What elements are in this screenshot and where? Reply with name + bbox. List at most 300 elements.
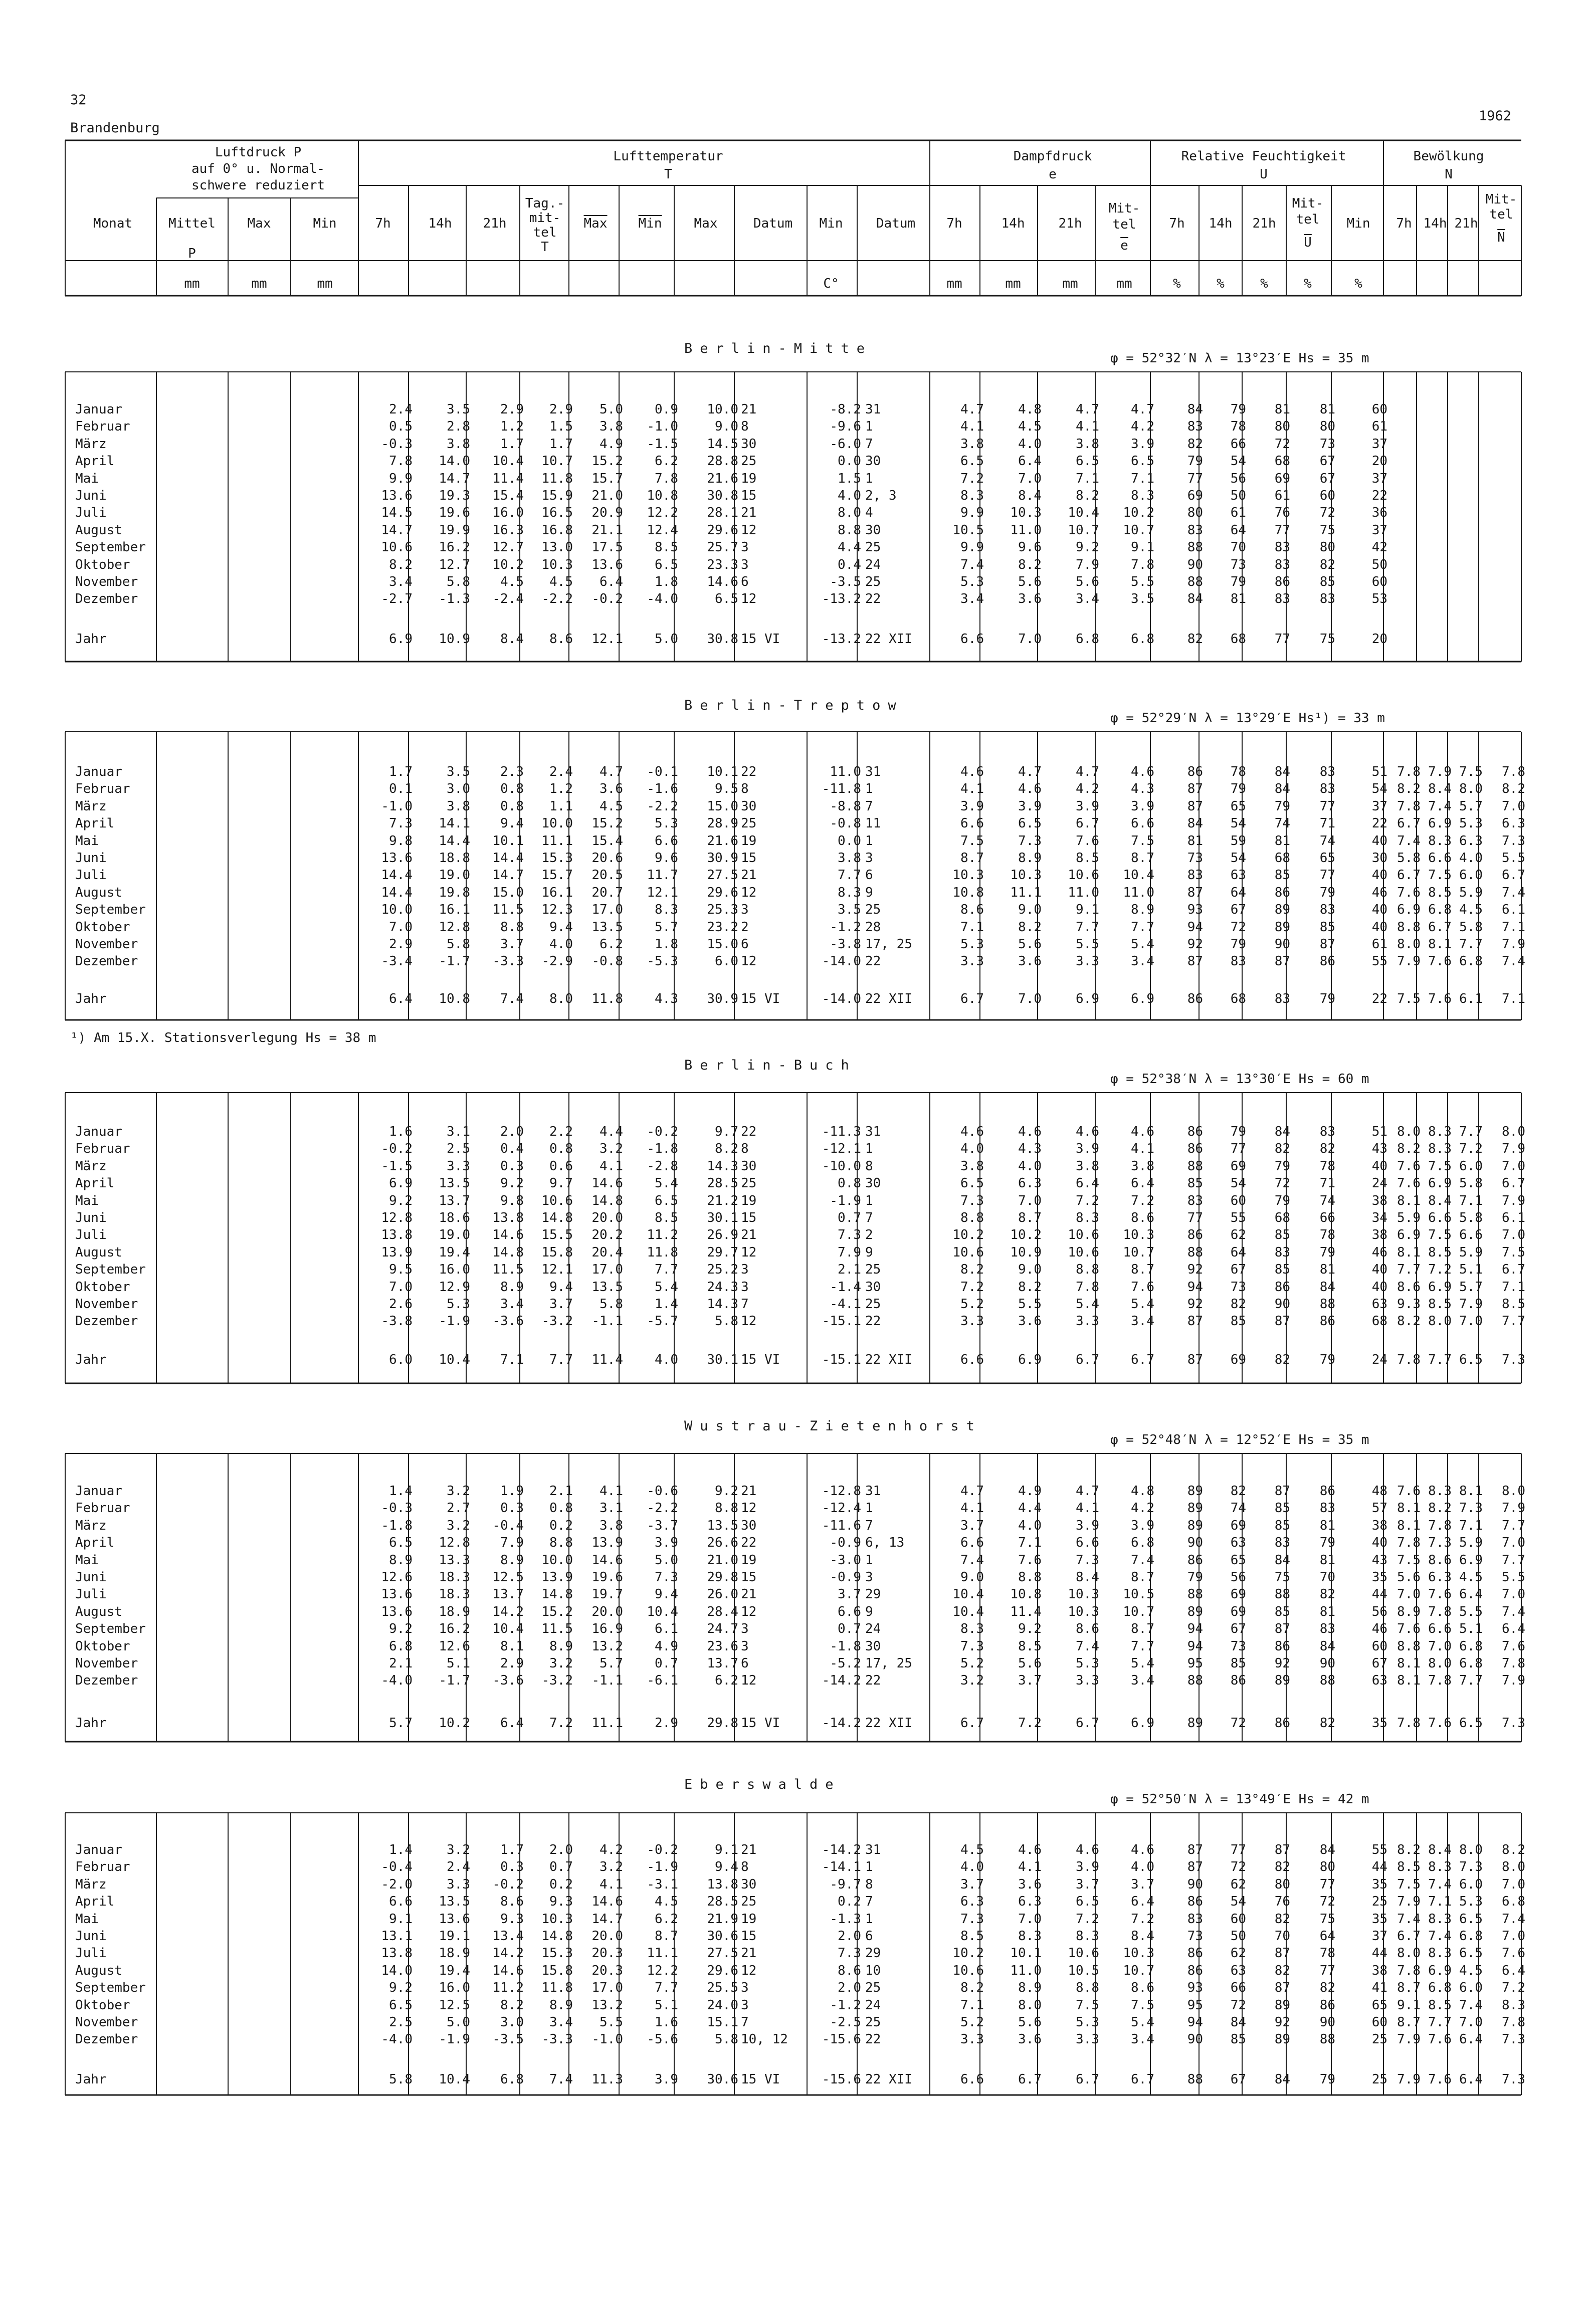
table-cell: 9.5 xyxy=(715,781,738,797)
table-cell: 59 xyxy=(1230,833,1246,849)
table-cell: 2 xyxy=(741,919,749,935)
table-cell: 7.8 xyxy=(1131,557,1154,572)
table-cell: 21 xyxy=(741,868,757,883)
table-cell: 57 xyxy=(1371,1501,1387,1516)
table-cell: 7.3 xyxy=(1502,1352,1525,1367)
table-cell: 11.1 xyxy=(591,1716,623,1731)
table-cell: 6.6 xyxy=(655,833,678,849)
table-cell: -14.1 xyxy=(822,1859,861,1875)
table-cell: 4.6 xyxy=(1018,781,1042,797)
table-cell: 3 xyxy=(865,851,873,866)
table-cell: 14.2 xyxy=(492,1946,524,1961)
table-cell: 86 xyxy=(1230,1673,1246,1689)
table-cell: 30.9 xyxy=(707,851,738,866)
table-cell: 9.1 xyxy=(1076,902,1099,918)
table-cell: 12 xyxy=(741,954,757,969)
table-cell: 4.2 xyxy=(1131,1501,1154,1516)
table-cell: 17, 25 xyxy=(865,1656,912,1671)
table-cell: 4.0 xyxy=(960,1859,984,1875)
table-cell: 25 xyxy=(865,902,881,918)
table-cell: 7.5 xyxy=(1459,764,1483,779)
table-cell: 9.4 xyxy=(549,1279,573,1295)
table-cell: 5.7 xyxy=(655,919,678,935)
table-cell: 89 xyxy=(1274,1673,1290,1689)
footnote: ¹) Am 15.X. Stationsverlegung Hs = 38 m xyxy=(70,1030,376,1045)
table-cell: 20.9 xyxy=(591,505,623,521)
table-cell: 19 xyxy=(741,471,757,486)
table-cell: 15.7 xyxy=(591,471,623,486)
table-cell: 8.3 xyxy=(1428,1859,1452,1875)
col-cloud-mean-1: Mit- xyxy=(1485,192,1517,207)
table-cell: 7.1 xyxy=(1428,1894,1452,1910)
table-cell: 4.1 xyxy=(960,419,984,435)
table-cell: 7.4 xyxy=(960,1552,984,1568)
table-cell: 2 xyxy=(865,1227,873,1243)
table-cell: -1.7 xyxy=(439,954,470,969)
table-cell: 82 xyxy=(1274,1352,1290,1367)
page-region: Brandenburg xyxy=(70,120,160,136)
table-cell: 75 xyxy=(1274,1570,1290,1585)
table-cell: 5.2 xyxy=(960,1297,984,1312)
table-cell: 8.2 xyxy=(1076,488,1099,503)
table-cell: 7.3 xyxy=(1502,2032,1525,2047)
table-cell: 25 xyxy=(741,816,757,831)
table-cell: 22 xyxy=(1371,991,1387,1006)
table-cell: 87 xyxy=(1274,1484,1290,1499)
table-cell: 6.9 xyxy=(1076,991,1099,1006)
table-cell: 67 xyxy=(1319,454,1335,469)
table-cell: 7.4 xyxy=(1397,1911,1421,1927)
table-cell: 83 xyxy=(1274,557,1290,572)
table-cell: 37 xyxy=(1371,471,1387,486)
table-cell: 86 xyxy=(1187,1963,1203,1978)
table-cell: 4.5 xyxy=(655,1894,678,1910)
table-cell: 81 xyxy=(1230,591,1246,607)
table-cell: 15.2 xyxy=(591,454,623,469)
table-cell: 12 xyxy=(741,1604,757,1619)
table-cell: 15.0 xyxy=(707,798,738,814)
year-label: Jahr xyxy=(75,1716,107,1731)
table-cell: 25 xyxy=(1371,1894,1387,1910)
table-cell: -0.9 xyxy=(830,1570,861,1585)
table-cell: 19.4 xyxy=(439,1963,470,1978)
table-cell: 7.0 xyxy=(1018,1911,1042,1927)
table-cell: 69 xyxy=(1230,1518,1246,1533)
unit-humidity-14h: % xyxy=(1217,276,1225,291)
table-cell: 8 xyxy=(741,419,749,435)
table-cell: 6.6 xyxy=(1428,1621,1452,1637)
table-cell: 31 xyxy=(865,402,881,417)
table-cell: 8.7 xyxy=(655,1929,678,1944)
table-cell: 3 xyxy=(865,1570,873,1585)
table-cell: 30 xyxy=(865,1638,881,1654)
table-cell: 86 xyxy=(1187,764,1203,779)
month-label: März xyxy=(75,1518,107,1533)
table-cell: 3.3 xyxy=(1076,1673,1099,1689)
table-cell: 7.8 xyxy=(1397,1352,1421,1367)
table-cell: 4.5 xyxy=(549,574,573,589)
table-cell: 8.2 xyxy=(715,1141,738,1157)
table-cell: 9.1 xyxy=(1397,1997,1421,2013)
table-cell: 8.3 xyxy=(1428,1124,1452,1139)
table-cell: 7.2 xyxy=(1502,1980,1525,1996)
table-cell: 11.4 xyxy=(1010,1604,1042,1619)
table-cell: 21.2 xyxy=(707,1193,738,1208)
table-cell: 89 xyxy=(1274,919,1290,935)
table-cell: 72 xyxy=(1230,1716,1246,1731)
group-humidity-symbol: U xyxy=(1260,167,1268,182)
table-cell: 88 xyxy=(1187,1244,1203,1260)
table-cell: 7.0 xyxy=(1018,991,1042,1006)
table-cell: 17.0 xyxy=(591,1980,623,1996)
table-cell: 10.6 xyxy=(381,540,413,555)
table-cell: 10.2 xyxy=(952,1227,984,1243)
col-temp-max-date: Datum xyxy=(753,216,793,231)
table-cell: 7.2 xyxy=(1076,1911,1099,1927)
table-cell: 6.8 xyxy=(1131,632,1154,647)
table-cell: 5.3 xyxy=(1076,2015,1099,2030)
table-cell: 8.3 xyxy=(838,885,861,900)
table-cell: 85 xyxy=(1230,2032,1246,2047)
table-cell: 11.0 xyxy=(830,764,861,779)
table-cell: -2.9 xyxy=(541,954,573,969)
table-cell: 7.3 xyxy=(838,1946,861,1961)
table-cell: 6.0 xyxy=(1459,1876,1483,1892)
table-cell: 9 xyxy=(865,1604,873,1619)
table-cell: 8.4 xyxy=(500,632,524,647)
table-cell: 83 xyxy=(1319,764,1335,779)
month-label: Juni xyxy=(75,851,107,866)
table-cell: 8.3 xyxy=(1428,1946,1452,1961)
table-cell: 3.2 xyxy=(600,1141,623,1157)
table-cell: 7.7 xyxy=(1131,1638,1154,1654)
table-cell: 8.3 xyxy=(960,1621,984,1637)
table-cell: 86 xyxy=(1274,574,1290,589)
table-cell: 83 xyxy=(1187,1193,1203,1208)
table-cell: 68 xyxy=(1274,851,1290,866)
table-cell: 4.5 xyxy=(1459,1570,1483,1585)
table-cell: 12.8 xyxy=(439,919,470,935)
table-cell: 5.0 xyxy=(655,632,678,647)
table-cell: 4.9 xyxy=(655,1638,678,1654)
table-cell: 8.1 xyxy=(1397,1518,1421,1533)
table-cell: 3.4 xyxy=(960,591,984,607)
table-cell: 14.1 xyxy=(439,816,470,831)
table-cell: 7.9 xyxy=(1502,1193,1525,1208)
table-cell: 71 xyxy=(1319,1176,1335,1191)
table-cell: 25 xyxy=(1371,2032,1387,2047)
table-cell: 93 xyxy=(1187,1980,1203,1996)
table-cell: 7.8 xyxy=(1397,798,1421,814)
month-label: April xyxy=(75,1894,115,1910)
table-cell: 8.7 xyxy=(1131,1262,1154,1278)
table-cell: 7.9 xyxy=(1428,764,1452,779)
table-cell: 82 xyxy=(1274,1911,1290,1927)
table-cell: 15 xyxy=(741,1570,757,1585)
table-cell: 78 xyxy=(1319,1946,1335,1961)
table-cell: 15.8 xyxy=(541,1244,573,1260)
table-cell: 6.5 xyxy=(1076,1894,1099,1910)
table-cell: 15.9 xyxy=(541,488,573,503)
table-cell: 7.9 xyxy=(1397,2032,1421,2047)
table-cell: 15.2 xyxy=(591,816,623,831)
table-cell: 8.0 xyxy=(1397,937,1421,952)
table-cell: 30.8 xyxy=(707,632,738,647)
table-cell: 7.2 xyxy=(1131,1193,1154,1208)
table-cell: 3.4 xyxy=(1131,954,1154,969)
table-cell: -1.0 xyxy=(381,798,413,814)
table-cell: -3.2 xyxy=(541,1314,573,1329)
table-cell: 2.7 xyxy=(447,1501,470,1516)
table-cell: 8.6 xyxy=(1076,1621,1099,1637)
table-cell: 30 xyxy=(865,1176,881,1191)
table-cell: 8.1 xyxy=(1397,1501,1421,1516)
table-cell: 11.5 xyxy=(541,1621,573,1637)
table-cell: 10.1 xyxy=(1010,1946,1042,1961)
table-cell: 14.3 xyxy=(707,1297,738,1312)
table-cell: 8.4 xyxy=(1428,781,1452,797)
table-cell: 6.5 xyxy=(1131,454,1154,469)
year-label: Jahr xyxy=(75,632,107,647)
table-cell: 84 xyxy=(1187,591,1203,607)
table-cell: 60 xyxy=(1319,488,1335,503)
table-cell: 54 xyxy=(1230,816,1246,831)
table-cell: 19 xyxy=(741,1193,757,1208)
table-cell: -1.2 xyxy=(830,1997,861,2013)
table-cell: 5.6 xyxy=(1018,1656,1042,1671)
table-cell: 12.7 xyxy=(439,557,470,572)
table-cell: 7.6 xyxy=(1428,2032,1452,2047)
table-cell: 6.2 xyxy=(655,1911,678,1927)
table-cell: 92 xyxy=(1187,1262,1203,1278)
table-cell: 22 xyxy=(865,591,881,607)
table-cell: 5.1 xyxy=(1459,1262,1483,1278)
table-cell: 79 xyxy=(1319,1244,1335,1260)
table-cell: 3.6 xyxy=(1018,1314,1042,1329)
table-cell: 88 xyxy=(1187,1587,1203,1602)
table-cell: 16.9 xyxy=(591,1621,623,1637)
table-cell: 72 xyxy=(1230,1997,1246,2013)
table-cell: 6.4 xyxy=(1502,1963,1525,1978)
table-cell: -8.2 xyxy=(830,402,861,417)
table-cell: 26.0 xyxy=(707,1587,738,1602)
table-cell: 6.5 xyxy=(1018,816,1042,831)
table-cell: 13.3 xyxy=(439,1552,470,1568)
month-label: Mai xyxy=(75,471,99,486)
table-cell: 1 xyxy=(865,1501,873,1516)
table-cell: 78 xyxy=(1230,419,1246,435)
table-cell: 7.7 xyxy=(838,868,861,883)
table-cell: 8.2 xyxy=(1018,919,1042,935)
table-cell: 19.9 xyxy=(439,522,470,538)
table-cell: 5.9 xyxy=(1459,1535,1483,1551)
table-cell: 7.9 xyxy=(1502,1673,1525,1689)
table-cell: 73 xyxy=(1230,557,1246,572)
col-pressure-mean-symbol: P xyxy=(188,246,196,261)
month-label: Mai xyxy=(75,1911,99,1927)
table-cell: 8.8 xyxy=(1076,1262,1099,1278)
table-cell: 8.1 xyxy=(1459,1484,1483,1499)
table-cell: 22 XII xyxy=(865,1352,912,1367)
table-cell: 87 xyxy=(1187,1859,1203,1875)
table-cell: 80 xyxy=(1319,540,1335,555)
table-cell: 14.6 xyxy=(492,1227,524,1243)
month-label: Februar xyxy=(75,1141,130,1157)
table-cell: 7.8 xyxy=(1397,1716,1421,1731)
table-cell: 10.7 xyxy=(1068,522,1099,538)
table-cell: 8.2 xyxy=(1397,781,1421,797)
table-cell: 9.9 xyxy=(960,540,984,555)
table-cell: 72 xyxy=(1319,505,1335,521)
month-label: November xyxy=(75,1297,138,1312)
month-label: Oktober xyxy=(75,1997,130,2013)
table-cell: 1.2 xyxy=(500,419,524,435)
table-cell: 8.0 xyxy=(1459,781,1483,797)
table-cell: 4.9 xyxy=(600,436,623,452)
table-cell: 4.8 xyxy=(1131,1484,1154,1499)
table-cell: 64 xyxy=(1230,1244,1246,1260)
table-cell: 38 xyxy=(1371,1518,1387,1533)
table-cell: 3.9 xyxy=(655,1535,678,1551)
table-cell: -0.3 xyxy=(381,1501,413,1516)
table-cell: 21 xyxy=(741,505,757,521)
table-cell: 7.5 xyxy=(960,833,984,849)
table-cell: 80 xyxy=(1319,1859,1335,1875)
table-cell: 83 xyxy=(1274,591,1290,607)
table-cell: 14.4 xyxy=(381,885,413,900)
table-cell: 14.8 xyxy=(492,1244,524,1260)
table-cell: 30 xyxy=(865,454,881,469)
table-cell: 6.1 xyxy=(1502,1210,1525,1225)
table-cell: 13.6 xyxy=(381,851,413,866)
table-cell: 5.1 xyxy=(447,1656,470,1671)
table-cell: 10.8 xyxy=(439,991,470,1006)
table-cell: 21.0 xyxy=(707,1552,738,1568)
table-cell: 9.7 xyxy=(549,1176,573,1191)
table-cell: 80 xyxy=(1319,419,1335,435)
table-cell: 4.6 xyxy=(1131,1842,1154,1857)
table-cell: 2.4 xyxy=(389,402,413,417)
month-label: November xyxy=(75,937,138,952)
table-cell: 10.3 xyxy=(952,868,984,883)
table-cell: 56 xyxy=(1371,1604,1387,1619)
table-cell: 8.7 xyxy=(1131,851,1154,866)
table-cell: 22 xyxy=(1371,488,1387,503)
table-cell: 30.1 xyxy=(707,1210,738,1225)
table-cell: 88 xyxy=(1187,574,1203,589)
table-cell: 82 xyxy=(1187,436,1203,452)
table-cell: 9.0 xyxy=(1018,902,1042,918)
table-cell: 5.5 xyxy=(600,2015,623,2030)
table-cell: 21.9 xyxy=(707,1911,738,1927)
table-cell: 5.3 xyxy=(1076,1656,1099,1671)
table-cell: 73 xyxy=(1187,851,1203,866)
table-cell: 4.1 xyxy=(600,1158,623,1174)
table-cell: -4.0 xyxy=(647,591,678,607)
table-cell: 12.9 xyxy=(439,1279,470,1295)
table-cell: 5.8 xyxy=(447,937,470,952)
table-cell: 86 xyxy=(1319,1997,1335,2013)
table-cell: 5.3 xyxy=(1459,816,1483,831)
table-cell: 30.8 xyxy=(707,488,738,503)
table-cell: 74 xyxy=(1319,833,1335,849)
table-cell: 17.0 xyxy=(591,1262,623,1278)
table-cell: 86 xyxy=(1187,1894,1203,1910)
table-cell: 65 xyxy=(1230,1552,1246,1568)
table-cell: 10.4 xyxy=(1123,868,1154,883)
table-cell: 10.3 xyxy=(1010,505,1042,521)
table-cell: 38 xyxy=(1371,1193,1387,1208)
unit-vapour-21h: mm xyxy=(1062,276,1078,291)
table-cell: 7.9 xyxy=(1502,937,1525,952)
table-cell: 5.4 xyxy=(1076,1297,1099,1312)
table-cell: 7.3 xyxy=(1018,833,1042,849)
table-cell: 12.1 xyxy=(541,1262,573,1278)
table-cell: -11.8 xyxy=(822,781,861,797)
table-cell: 3 xyxy=(741,1262,749,1278)
table-cell: 10.3 xyxy=(1068,1604,1099,1619)
month-label: Dezember xyxy=(75,954,138,969)
table-cell: 15 VI xyxy=(741,1352,780,1367)
table-cell: 9 xyxy=(865,885,873,900)
month-label: März xyxy=(75,798,107,814)
table-cell: 1 xyxy=(865,419,873,435)
table-cell: 5.8 xyxy=(600,1297,623,1312)
table-cell: 19.6 xyxy=(591,1570,623,1585)
table-cell: 2.1 xyxy=(389,1656,413,1671)
month-label: September xyxy=(75,540,146,555)
table-cell: 6.4 xyxy=(389,991,413,1006)
table-cell: 3.8 xyxy=(838,851,861,866)
table-cell: 10.0 xyxy=(541,816,573,831)
table-cell: 44 xyxy=(1371,1946,1387,1961)
table-cell: 6.6 xyxy=(960,1352,984,1367)
table-cell: 13.2 xyxy=(591,1638,623,1654)
year-label: Jahr xyxy=(75,991,107,1006)
table-cell: 5.8 xyxy=(1459,1210,1483,1225)
table-cell: 5.3 xyxy=(655,816,678,831)
table-cell: 3.9 xyxy=(1018,798,1042,814)
table-cell: 70 xyxy=(1319,1570,1335,1585)
table-cell: 4.1 xyxy=(600,1484,623,1499)
table-cell: 22 xyxy=(865,1673,881,1689)
table-cell: 11.5 xyxy=(492,1262,524,1278)
table-cell: 8.5 xyxy=(1428,885,1452,900)
table-cell: 0.7 xyxy=(838,1621,861,1637)
col-vapour-mean-2: tel xyxy=(1112,217,1136,232)
table-cell: 8.9 xyxy=(1131,902,1154,918)
table-cell: 35 xyxy=(1371,1911,1387,1927)
table-cell: 4.9 xyxy=(1018,1484,1042,1499)
table-cell: 4.2 xyxy=(1131,419,1154,435)
table-cell: 6.5 xyxy=(655,1193,678,1208)
table-cell: 4.1 xyxy=(1131,1141,1154,1157)
table-cell: 5.4 xyxy=(1131,1297,1154,1312)
table-cell: 29.6 xyxy=(707,1963,738,1978)
table-cell: 25 xyxy=(741,454,757,469)
table-cell: 60 xyxy=(1371,2015,1387,2030)
table-cell: 22 xyxy=(741,764,757,779)
table-cell: -1.5 xyxy=(647,436,678,452)
table-cell: 3.2 xyxy=(960,1673,984,1689)
table-cell: 7.2 xyxy=(1018,1716,1042,1731)
table-cell: 7.0 xyxy=(1502,1227,1525,1243)
table-cell: 14.7 xyxy=(381,522,413,538)
table-cell: 6.4 xyxy=(1131,1894,1154,1910)
table-cell: 7.8 xyxy=(1397,1963,1421,1978)
table-cell: 7.6 xyxy=(1502,1638,1525,1654)
table-cell: 0.8 xyxy=(838,1176,861,1191)
